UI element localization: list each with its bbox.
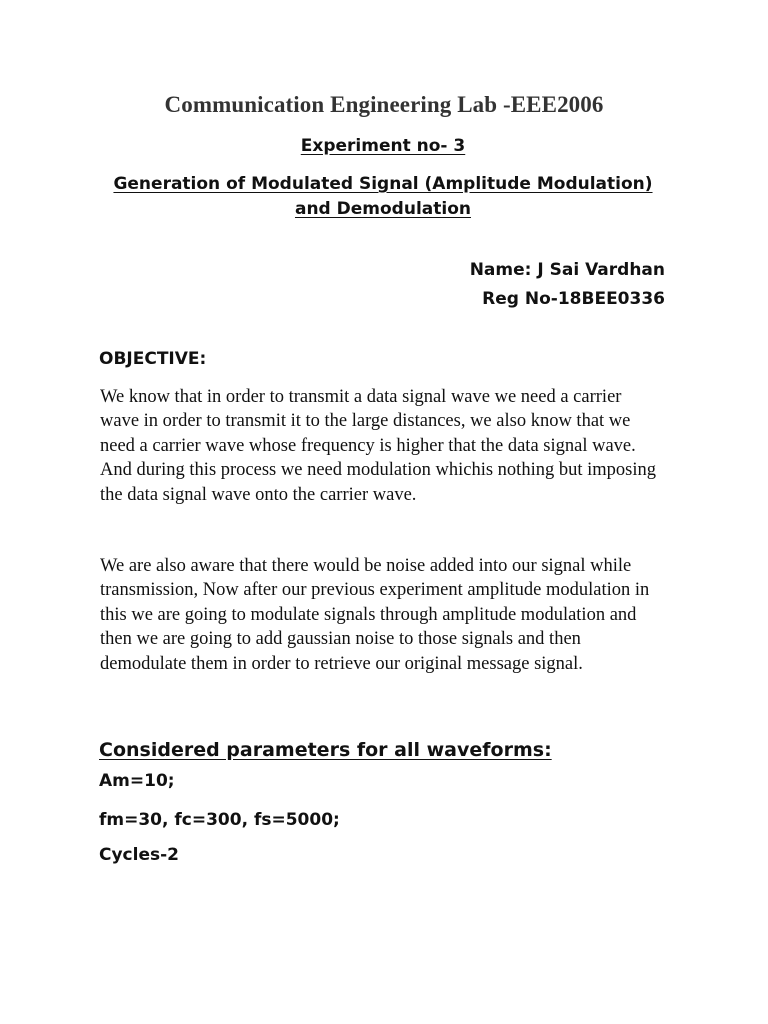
student-name: Name: J Sai Vardhan xyxy=(469,260,665,280)
parameters-heading: Considered parameters for all waveforms: xyxy=(99,739,552,761)
parameter-line: Cycles-2 xyxy=(99,845,179,865)
objective-heading: OBJECTIVE: xyxy=(99,349,207,369)
registration-number: Reg No-18BEE0336 xyxy=(482,289,665,309)
experiment-number: Experiment no- 3 xyxy=(300,136,466,156)
experiment-title: Generation of Modulated Signal (Amplitude Modulation) and Demodulation xyxy=(113,174,653,219)
course-title: Communication Engineering Lab -EEE2006 xyxy=(164,92,604,117)
student-info xyxy=(470,256,665,314)
objective-paragraph: We know that in order to transmit a data signal wave we need a carrier wave in order to transmit it to the large distances, we also know that we need a carrier wave whose frequency is higher that the data signal wave. And during this process we need modulation whichis nothing but imposing the data signal wave onto the carrier wave. xyxy=(100,387,656,505)
parameter-line: fm=30, fc=300, fs=5000; xyxy=(99,810,340,830)
parameter-line: Am=10; xyxy=(99,771,175,791)
objective-paragraph: We are also aware that there would be noise added into our signal while transmission, Now after our previous experiment amplitude modulation in this we are going to modulate signals through amplitude modulation and then we are going to add gaussian noise to those signals and then demodulate them in order to retrieve our original message signal. xyxy=(100,556,650,674)
